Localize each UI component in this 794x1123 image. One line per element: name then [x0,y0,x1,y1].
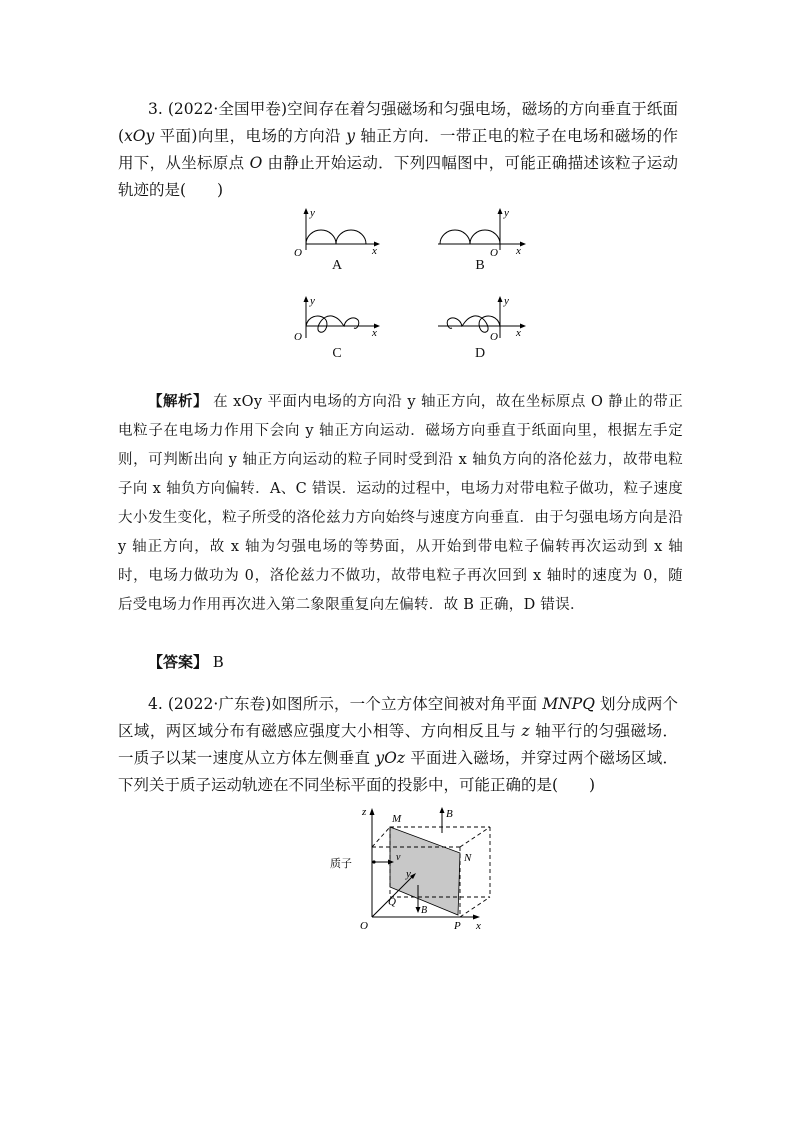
answer-line [148,651,224,672]
y-axis-label: y [406,868,411,880]
option-c-label: C [332,346,342,361]
question-source: (2022·广东卷) [167,695,272,713]
point-q-label: Q [388,896,396,908]
svg-text:O: O [294,331,302,343]
answer-value: B [212,653,224,671]
b-bottom-label: B [421,905,428,916]
z-axis-label: z [362,806,367,818]
analysis-tag: 【解析】 [148,393,208,410]
x-axis-label: x [476,920,481,932]
point-p-label: P [454,920,461,932]
analysis-section [118,387,683,620]
y-axis-label: y [310,207,315,219]
option-d-label: D [474,346,486,361]
point-n-label: N [464,852,472,864]
svg-text:y: y [310,295,315,307]
origin-label: O [360,920,368,932]
answer-tag: 【答案】 [148,653,209,671]
svg-text:x: x [372,327,377,339]
origin-label: O [294,247,302,256]
x-axis-label: x [372,245,377,256]
svg-text:O: O [490,331,498,343]
svg-text:y: y [504,207,509,219]
option-d-figure [432,294,528,362]
svg-text:x: x [516,327,521,339]
question-number: 4. [148,695,168,713]
question-3 [118,96,678,204]
option-c-figure [292,294,382,362]
option-b-figure [432,206,528,274]
analysis-text: 在 xOy 平面内电场的方向沿 y 轴正方向，故在坐标原点 O 静止的带正电粒子在电场力作用下会向 y 轴正方向运动．磁场方向垂直于纸面向里，根据左手定则，可判断出向 y 轴正方向运动的粒子同时受到沿 x 轴负方向的洛伦兹力，故带电粒子向 x 轴负方向偏转．A、C 错误．运动的过程中，电场力对带电粒子做功，粒子速度大小发生变化，粒子所受的洛伦兹力方向始终与速度方向垂直．由于匀强电场方向是沿 y 轴正方向，故 x 轴为匀强电场的等势面，从开始到带电粒子偏转再次运动到 x 轴时，电场力做功为 0，洛伦兹力不做功，故带电粒子再次回到 x 轴时的速度为 0，随后受电场力作用再次进入第二象限重复向左偏转．故 B 正确，D 错误． [118,394,683,613]
b-top-label: B [446,808,453,820]
question-number: 3. [148,100,168,118]
point-m-label: M [392,813,402,825]
velocity-label: v [396,852,401,863]
option-a-label: A [331,258,343,273]
diagonal-plane [390,827,460,915]
option-a-figure [292,206,382,274]
proton-label: 质子 [330,858,352,870]
cube-figure [330,805,500,939]
svg-text:O: O [490,247,498,256]
svg-text:x: x [516,245,521,256]
question-source: (2022·全国甲卷) [167,100,288,118]
question-3-text: 3. (2022·全国甲卷)空间存在着匀强磁场和匀强电场，磁场的方向垂直于纸面(xOy 平面)向里，电场的方向沿 y 轴正方向．一带正电的粒子在电场和磁场的作用下，从坐标原点 O 由静止开始运动．下列四幅图中，可能正确描述该粒子运动轨迹的是( ) [118,100,678,199]
svg-text:y: y [504,295,509,307]
question-4 [118,691,678,799]
question-4-text: 4. (2022·广东卷)如图所示，一个立方体空间被对角平面 MNPQ 划分成两个区域，两区域分布有磁感应强度大小相等、方向相反且与 z 轴平行的匀强磁场．一质子以某一速度从立方体左侧垂直 yOz 平面进入磁场，并穿过两个磁场区域．下列关于质子运动轨迹在不同坐标平面的投影中，可能正确的是( ) [118,695,679,794]
option-b-label: B [475,258,485,273]
